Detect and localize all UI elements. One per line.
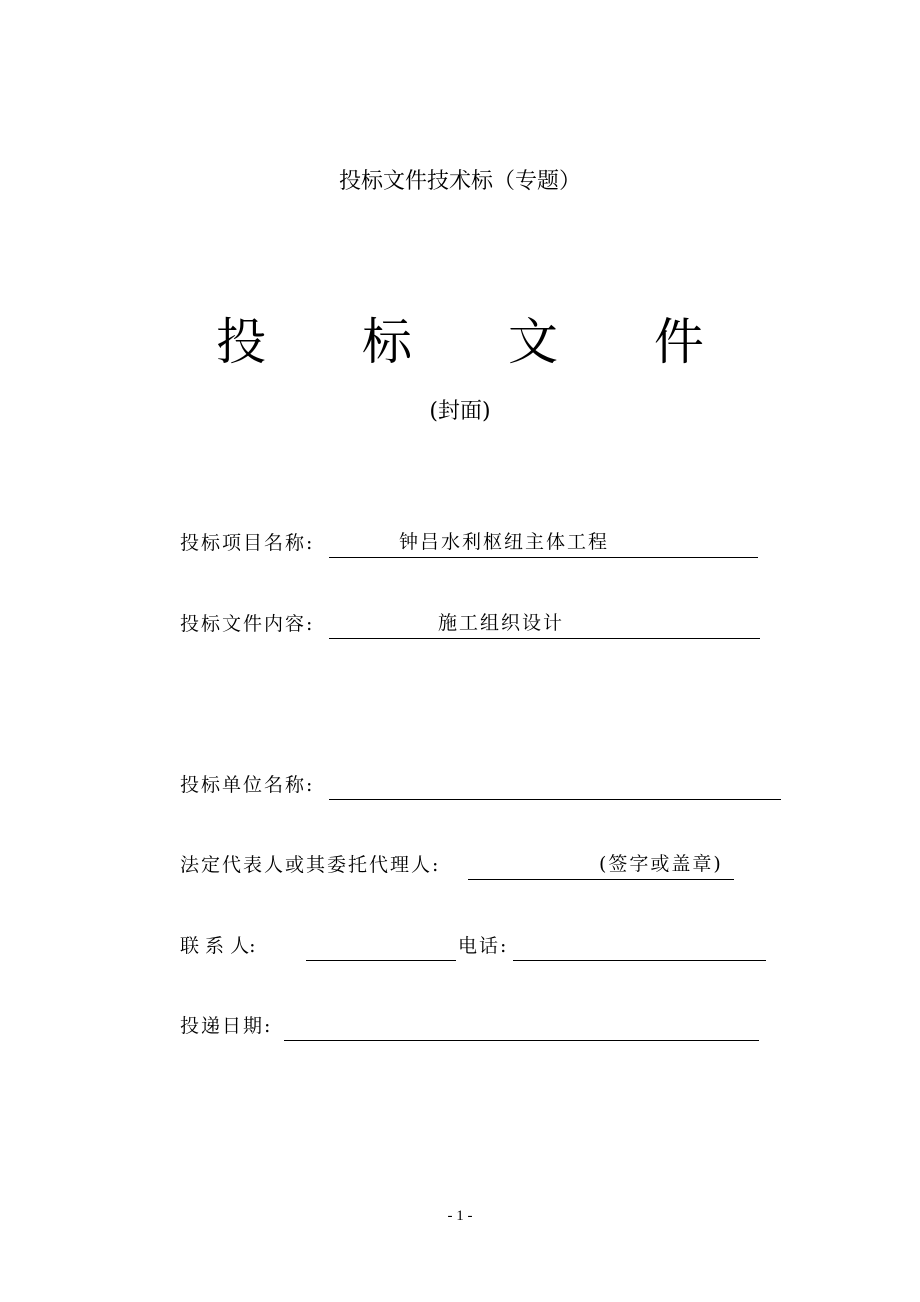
date-label: 投递日期:	[180, 1015, 273, 1037]
document-header-title: 投标文件技术标（专题）	[338, 169, 581, 194]
contact-label: 联 系 人:	[180, 935, 256, 957]
bidder-line	[329, 771, 781, 800]
project-name-value: 钟吕水利枢纽主体工程	[399, 531, 610, 553]
cover-subtitle: (封面)	[429, 399, 491, 424]
project-name-label: 投标项目名称:	[180, 532, 315, 554]
page-number: - 1 -	[447, 1208, 473, 1224]
bidder-label: 投标单位名称:	[180, 774, 315, 796]
content-value: 施工组织设计	[438, 612, 565, 634]
representative-note: (签字或盖章)	[599, 853, 723, 875]
cover-title: 投 标 文 件	[216, 313, 744, 371]
phone-label: 电话:	[458, 935, 509, 957]
content-label: 投标文件内容:	[180, 613, 315, 635]
phone-line	[513, 932, 766, 961]
contact-line	[306, 932, 456, 961]
representative-label: 法定代表人或其委托代理人:	[180, 854, 441, 876]
date-line	[284, 1012, 759, 1041]
